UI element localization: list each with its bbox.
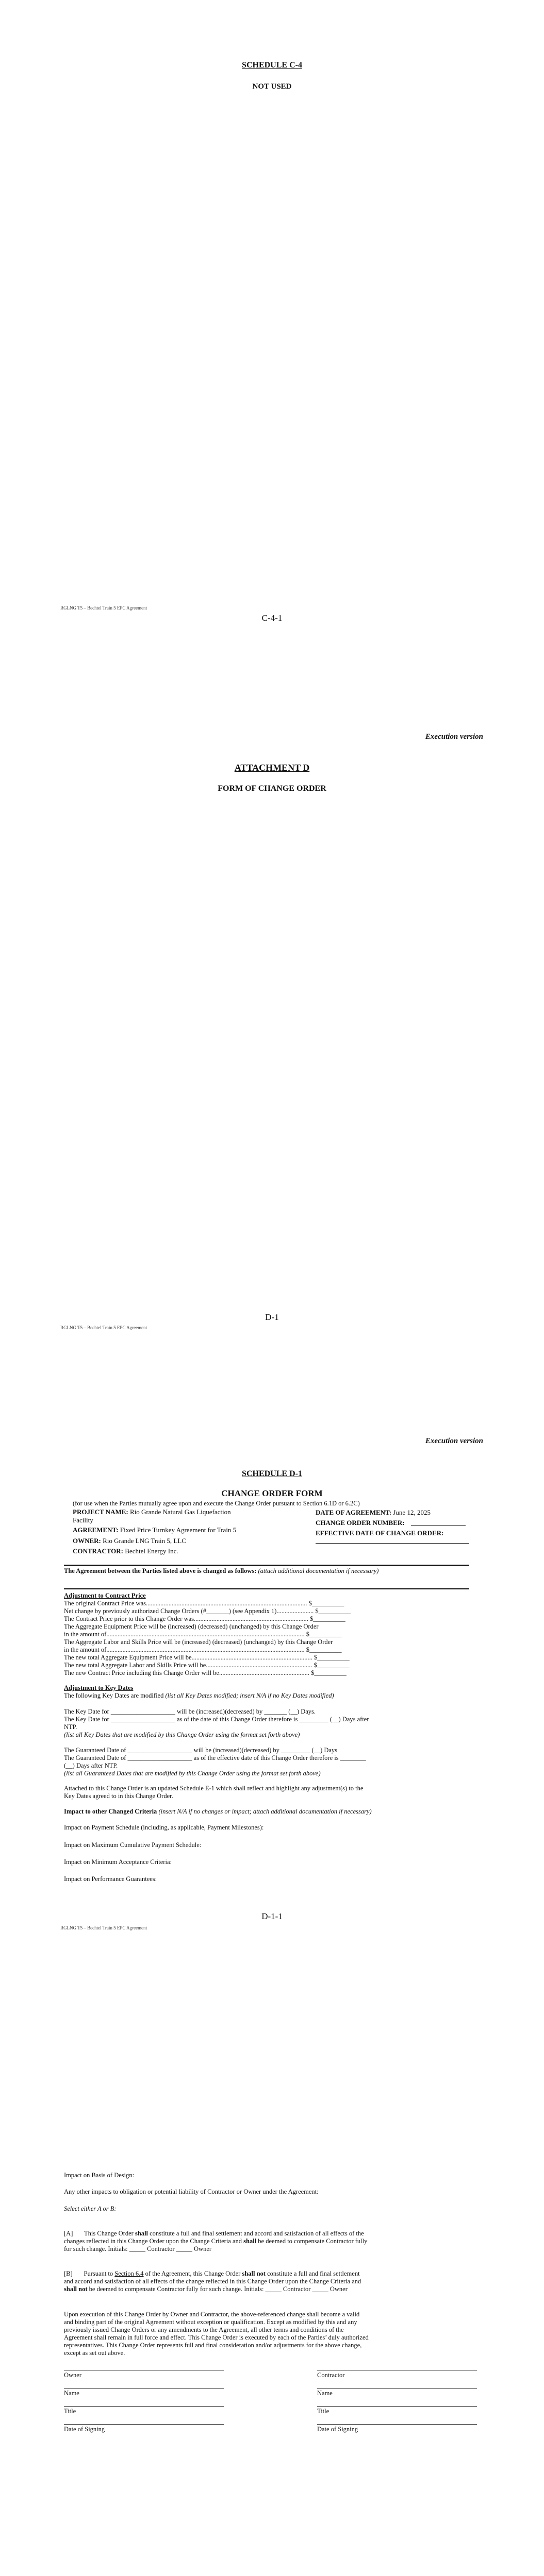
other-impacts: Any other impacts to obligation or potential liability of Contractor or Owner under the Agreement: bbox=[64, 2188, 319, 2195]
price-line: The new total Aggregate Labor and Skills Price will be.................................................................. $__________ bbox=[64, 1662, 350, 1669]
agreement-value: Fixed Price Turnkey Agreement for Train 5 bbox=[120, 1526, 237, 1534]
agreement-change-statement bbox=[64, 1567, 469, 1575]
sig-contractor-label: Contractor bbox=[317, 2371, 345, 2379]
page-number: C-4-1 bbox=[261, 613, 283, 623]
page-schedule-d1-form bbox=[0, 1406, 544, 2110]
impact-performance-guarantees: Impact on Performance Guarantees: bbox=[64, 1875, 157, 1883]
sig-owner-label: Owner bbox=[64, 2371, 82, 2379]
page-number: D-1-1 bbox=[261, 1911, 283, 1921]
option-b-shall-not: shall not bbox=[242, 2270, 266, 2277]
option-b-line bbox=[64, 2270, 469, 2278]
price-line: The new total Aggregate Equipment Price will be........................................................................... $__________ bbox=[64, 1654, 350, 1661]
price-line: Net change by previously authorized Change Orders (#_______) (see Appendix 1)....................... $__________ bbox=[64, 1607, 351, 1615]
execution-paragraph-line: Agreement shall remain in full force and effect. This Change Order is executed by each of the Parties’ duly authorized bbox=[64, 2334, 369, 2341]
key-date-line: The Key Date for ____________________ will be (increased)(decreased) by _______ (__) Days. bbox=[64, 1708, 316, 1715]
page-subtitle: NOT USED bbox=[252, 82, 292, 91]
option-a-text: changes reflected in this Change Order upon the Change Criteria and bbox=[64, 2238, 242, 2245]
impact-minimum-acceptance: Impact on Minimum Acceptance Criteria: bbox=[64, 1858, 172, 1866]
agreement-label: AGREEMENT: bbox=[73, 1526, 119, 1534]
effective-date-line bbox=[316, 1543, 469, 1544]
guaranteed-date-line: The Guaranteed Date of ____________________ as of the effective date of this Change Order therefore is ________ bbox=[64, 1754, 366, 1761]
date-of-agreement-field bbox=[316, 1509, 431, 1517]
guaranteed-date-line: (__) Days after NTP. bbox=[64, 1762, 118, 1769]
option-a-text: be deemed to compensate Contractor fully bbox=[258, 2238, 368, 2245]
option-b-text: constitute a full and final settlement bbox=[267, 2270, 360, 2277]
owner-value: Rio Grande LNG Train 5, LLC bbox=[103, 1537, 186, 1545]
impact-payment-schedule: Impact on Payment Schedule (including, as applicable, Payment Milestones): bbox=[64, 1824, 264, 1831]
price-line: in the amount of........................................................................................................................... $__________ bbox=[64, 1646, 342, 1653]
form-title: CHANGE ORDER FORM bbox=[221, 1488, 323, 1498]
guaranteed-date-line: The Guaranteed Date of ____________________ will be (increased)(decreased) by _________ (__) Days bbox=[64, 1747, 338, 1754]
option-b-line: and accord and satisfaction of all effects of the change reflected in this Change Order upon the Change Criteria and bbox=[64, 2278, 361, 2285]
page-footer: RGLNG T5 – Bechtel Train 5 EPC Agreement bbox=[60, 1325, 147, 1330]
project-name-field bbox=[73, 1508, 243, 1524]
form-intro: (for use when the Parties mutually agree upon and execute the Change Order pursuant to Section 6.1D or 6.2C) bbox=[73, 1500, 360, 1507]
sig-contractor-title-label: Title bbox=[317, 2408, 329, 2415]
sig-owner-date-label: Date of Signing bbox=[64, 2426, 105, 2433]
option-b-section-link: Section 6.4 bbox=[114, 2270, 144, 2277]
divider bbox=[64, 1588, 469, 1589]
price-line: in the amount of........................................................................................................................... $__________ bbox=[64, 1631, 342, 1638]
execution-version-label: Execution version bbox=[425, 733, 483, 741]
key-date-line: NTP. bbox=[64, 1723, 77, 1731]
option-a-text: This Change Order bbox=[84, 2230, 134, 2237]
option-b-text: Pursuant to bbox=[84, 2270, 113, 2277]
impact-other-label: Impact to other Changed Criteria bbox=[64, 1808, 157, 1815]
owner-field bbox=[73, 1537, 243, 1545]
execution-paragraph-line: except as set out above. bbox=[64, 2349, 125, 2357]
sig-contractor-date-label: Date of Signing bbox=[317, 2426, 358, 2433]
adjustment-dates-heading: Adjustment to Key Dates bbox=[64, 1684, 134, 1691]
sig-owner-title-label: Title bbox=[64, 2408, 76, 2415]
option-a-label: [A] bbox=[64, 2230, 73, 2237]
impact-other-criteria bbox=[64, 1808, 469, 1816]
adjustment-price-heading: Adjustment to Contract Price bbox=[64, 1592, 146, 1599]
divider bbox=[64, 1565, 469, 1566]
page-title: SCHEDULE C-4 bbox=[242, 61, 302, 70]
option-b-text: be deemed to compensate Contractor fully for such change. Initials: _____ Contractor _____ Owner bbox=[89, 2285, 348, 2293]
option-a-line bbox=[64, 2238, 469, 2245]
page-title: ATTACHMENT D bbox=[234, 762, 310, 773]
date-of-agreement-label: DATE OF AGREEMENT: bbox=[316, 1509, 392, 1516]
option-b-shall-not: shall not bbox=[64, 2285, 88, 2293]
option-a-line bbox=[64, 2230, 469, 2238]
option-b-label: [B] bbox=[64, 2270, 73, 2277]
option-a-initials: for such change. Initials: _____ Contractor _____ Owner bbox=[64, 2245, 212, 2252]
price-line: The Aggregate Labor and Skills Price will be (increased) (decreased) (unchanged) by this Change Order bbox=[64, 1638, 333, 1646]
option-b-text: of the Agreement, this Change Order bbox=[145, 2270, 241, 2277]
contractor-field bbox=[73, 1547, 243, 1555]
date-of-agreement-value: June 12, 2025 bbox=[393, 1509, 431, 1516]
agreement-change-label: The Agreement between the Parties listed above is changed as follows: bbox=[64, 1567, 257, 1574]
agreement-change-note: (attach additional documentation if necessary) bbox=[258, 1567, 379, 1574]
page-number: D-1 bbox=[265, 1312, 279, 1322]
contractor-value: Bechtel Energy Inc. bbox=[125, 1547, 178, 1555]
option-a-shall: shall bbox=[135, 2230, 148, 2237]
key-dates-intro-text: The following Key Dates are modified bbox=[64, 1692, 164, 1699]
key-date-line: The Key Date for ____________________ as of the date of this Change Order therefore is _________ (__) Days after bbox=[64, 1716, 369, 1723]
guaranteed-date-note: (list all Guaranteed Dates that are modified by this Change Order using the format set forth above) bbox=[64, 1770, 321, 1777]
option-b-line bbox=[64, 2285, 469, 2293]
impact-cumulative-payment: Impact on Maximum Cumulative Payment Schedule: bbox=[64, 1841, 202, 1849]
contractor-label: CONTRACTOR: bbox=[73, 1547, 123, 1555]
attached-statement: Attached to this Change Order is an updated Schedule E-1 which shall reflect and highlight any adjustment(s) to the bbox=[64, 1785, 364, 1792]
option-a-text: constitute a full and final settlement and accord and satisfaction of all effects of the bbox=[150, 2230, 364, 2237]
attached-statement: Key Dates agreed to in this Change Order. bbox=[64, 1792, 173, 1800]
owner-label: OWNER: bbox=[73, 1537, 101, 1545]
price-line: The Contract Price prior to this Change Order was....................................................................... $__________ bbox=[64, 1615, 345, 1622]
page-footer: RGLNG T5 – Bechtel Train 5 EPC Agreement bbox=[60, 605, 147, 611]
effective-date-label: EFFECTIVE DATE OF CHANGE ORDER: bbox=[316, 1529, 444, 1537]
signature-line bbox=[64, 2424, 224, 2425]
execution-version-label: Execution version bbox=[425, 1437, 483, 1445]
price-line: The new Contract Price including this Change Order will be........................................................ $__________ bbox=[64, 1669, 347, 1676]
select-option-instruction: Select either A or B: bbox=[64, 2205, 117, 2212]
page-schedule-c4 bbox=[0, 0, 544, 703]
sig-owner-name-label: Name bbox=[64, 2389, 79, 2397]
page-schedule-d1-form-2 bbox=[0, 2110, 544, 2576]
signature-line bbox=[317, 2424, 477, 2425]
execution-paragraph-line: previously issued Change Orders or any amendments to the Agreement, all other terms and conditions of the bbox=[64, 2326, 344, 2333]
key-dates-intro-note: (list all Key Dates modified; insert N/A if no Key Dates modified) bbox=[165, 1692, 334, 1699]
price-line: The original Contract Price was.................................................................................................... $__________ bbox=[64, 1600, 344, 1607]
page-attachment-d bbox=[0, 703, 544, 1406]
key-dates-intro bbox=[64, 1692, 469, 1700]
sig-contractor-name-label: Name bbox=[317, 2389, 333, 2397]
agreement-field bbox=[73, 1526, 243, 1534]
page-subtitle: FORM OF CHANGE ORDER bbox=[218, 784, 326, 793]
change-order-number-label: CHANGE ORDER NUMBER: bbox=[316, 1519, 405, 1527]
impact-other-note: (insert N/A if no changes or impact; attach additional documentation if necessary) bbox=[158, 1808, 372, 1815]
schedule-title: SCHEDULE D-1 bbox=[242, 1469, 302, 1478]
impact-basis-of-design: Impact on Basis of Design: bbox=[64, 2172, 135, 2179]
execution-paragraph-line: and binding part of the original Agreement without exception or qualification. Except as modified by this and any bbox=[64, 2318, 357, 2326]
project-name-label: PROJECT NAME: bbox=[73, 1508, 128, 1516]
price-line: The Aggregate Equipment Price will be (increased) (decreased) (unchanged) by this Change Order bbox=[64, 1623, 319, 1630]
execution-paragraph-line: Upon execution of this Change Order by Owner and Contractor, the above-referenced change shall become a valid bbox=[64, 2311, 360, 2318]
key-date-note: (list all Key Dates that are modified by this Change Order using the format set forth above) bbox=[64, 1731, 300, 1738]
project-name-value: Rio Grande Natural Gas Liquefaction Facility bbox=[73, 1508, 231, 1524]
option-a-shall: shall bbox=[243, 2238, 257, 2245]
page-footer: RGLNG T5 – Bechtel Train 5 EPC Agreement bbox=[60, 1925, 147, 1930]
execution-paragraph-line: representatives. This Change Order represents full and final consideration and/or adjustments for the above change, bbox=[64, 2342, 362, 2349]
